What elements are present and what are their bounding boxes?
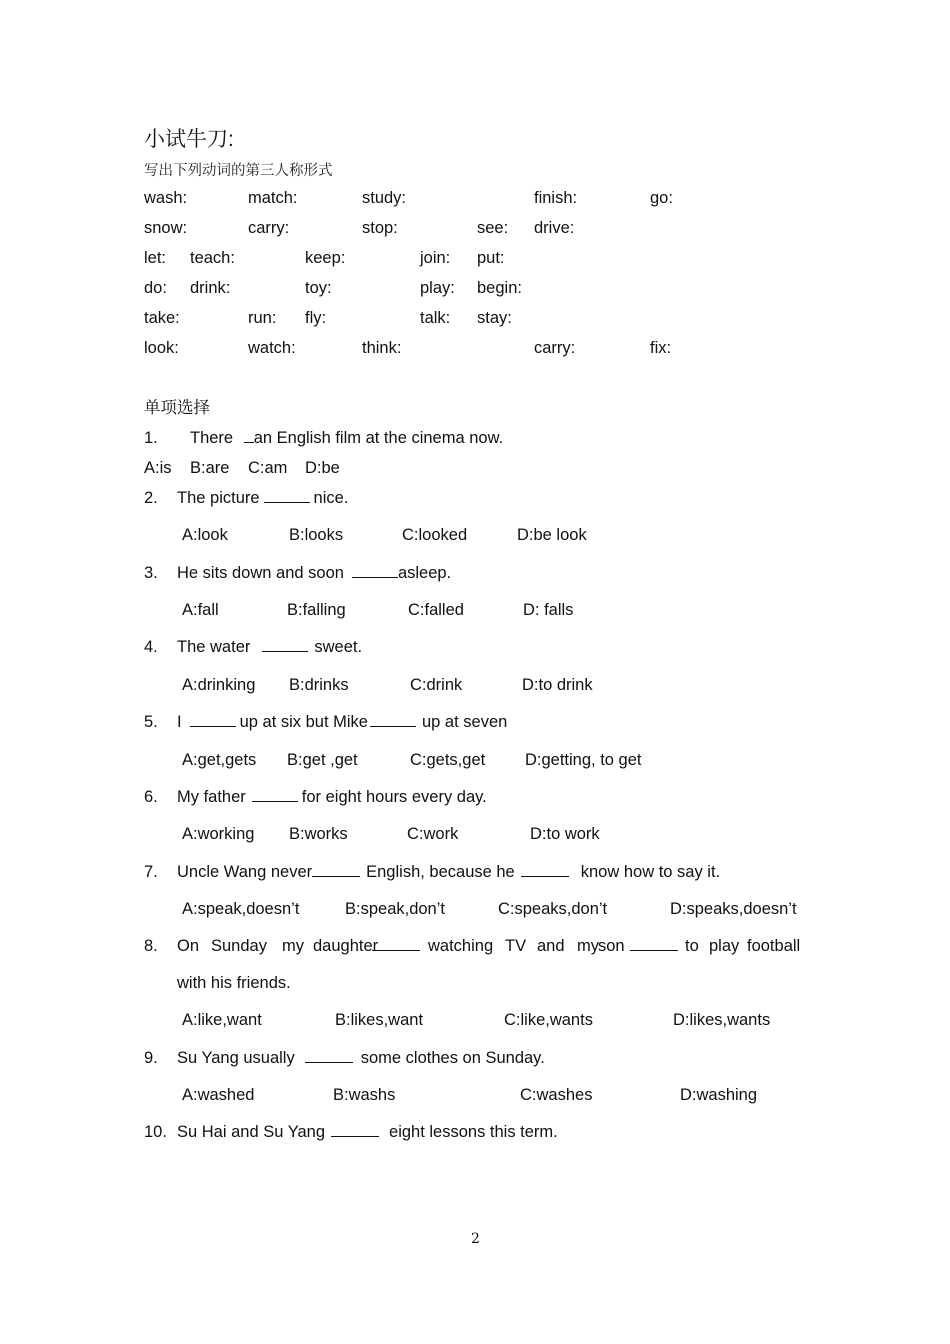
option: D:be look — [517, 526, 587, 544]
question-word: football — [747, 937, 801, 955]
option: B:drinks — [289, 676, 349, 694]
option: B:falling — [287, 601, 346, 619]
question-number: 1. — [144, 429, 158, 447]
verb-item: match: — [248, 189, 298, 207]
question-text: Su Hai and Su Yang eight lessons this term. — [177, 1123, 558, 1141]
option: D:getting, to get — [525, 751, 642, 769]
instruction-text: 写出下列动词的第三人称形式 — [144, 163, 333, 179]
verb-item: carry: — [248, 219, 290, 237]
question-text: My father for eight hours every day. — [177, 788, 487, 806]
verb-item: toy: — [305, 279, 332, 297]
verb-item: keep: — [305, 249, 346, 267]
question-number: 10. — [144, 1123, 167, 1141]
question-number: 6. — [144, 788, 158, 806]
verb-item: play: — [420, 279, 455, 297]
option: A:working — [182, 825, 255, 843]
answer-blank[interactable] — [352, 563, 398, 578]
verb-item: join: — [420, 249, 451, 267]
answer-blank[interactable] — [262, 637, 308, 652]
answer-blank[interactable] — [370, 712, 416, 727]
verb-item: begin: — [477, 279, 522, 297]
verb-item: snow: — [144, 219, 188, 237]
question-number: 4. — [144, 638, 158, 656]
option: D:speaks,doesn’t — [670, 900, 797, 918]
verb-item: talk: — [420, 309, 451, 327]
verb-item: study: — [362, 189, 407, 207]
answer-blank[interactable] — [244, 428, 254, 443]
verb-item: wash: — [144, 189, 188, 207]
question-word: On — [177, 937, 200, 955]
question-word: watching — [428, 937, 494, 955]
verb-item: teach: — [190, 249, 235, 267]
verb-item: fix: — [650, 339, 672, 357]
verb-item: see: — [477, 219, 509, 237]
option: B:likes,want — [335, 1011, 424, 1029]
option: C:like,wants — [504, 1011, 593, 1029]
verb-item: finish: — [534, 189, 578, 207]
question-text: The water sweet. — [177, 638, 363, 656]
option: C:falled — [408, 601, 464, 619]
option: D:washing — [680, 1086, 758, 1104]
verb-item: do: — [144, 279, 167, 297]
question-word: my — [577, 937, 599, 955]
option: C:speaks,don’t — [498, 900, 608, 918]
option: A:look — [182, 526, 228, 544]
answer-blank[interactable] — [372, 936, 420, 951]
option: B:washs — [333, 1086, 396, 1104]
verb-item: watch: — [248, 339, 296, 357]
verb-item: fly: — [305, 309, 327, 327]
question-word: TV — [505, 937, 527, 955]
option: D:to drink — [522, 676, 593, 694]
verb-item: stop: — [362, 219, 398, 237]
option: A:drinking — [182, 676, 256, 694]
page-title: 小试牛刀: — [144, 128, 234, 151]
question-number: 2. — [144, 489, 158, 507]
option: A:get,gets — [182, 751, 257, 769]
question-number: 3. — [144, 564, 158, 582]
option: D:be — [305, 459, 340, 477]
option: C:gets,get — [410, 751, 486, 769]
verb-item: take: — [144, 309, 180, 327]
verb-item: drive: — [534, 219, 575, 237]
question-word: my — [282, 937, 304, 955]
verb-item: go: — [650, 189, 673, 207]
option: B:looks — [289, 526, 344, 544]
question-word: Sunday — [211, 937, 267, 955]
option: C:work — [407, 825, 459, 843]
option: D: falls — [523, 601, 574, 619]
option: A:is — [144, 459, 172, 477]
question-word: daughter — [313, 937, 379, 955]
section-title: 单项选择 — [144, 399, 210, 417]
verb-item: let: — [144, 249, 167, 267]
answer-blank[interactable] — [630, 936, 678, 951]
option: D:to work — [530, 825, 600, 843]
answer-blank[interactable] — [252, 787, 298, 802]
page-number: 2 — [471, 1231, 480, 1247]
verb-item: look: — [144, 339, 179, 357]
answer-blank[interactable] — [312, 862, 360, 877]
answer-blank[interactable] — [190, 712, 236, 727]
question-text: I up at six but Mike up at seven — [177, 713, 508, 731]
verb-item: drink: — [190, 279, 231, 297]
answer-blank[interactable] — [264, 488, 310, 503]
question-text: with his friends. — [177, 974, 291, 992]
question-text: He sits down and soon asleep. — [177, 564, 452, 582]
question-text: Uncle Wang never English, because he know how to say it. — [177, 863, 721, 881]
verb-item: carry: — [534, 339, 576, 357]
question-number: 9. — [144, 1049, 158, 1067]
question-text: Su Yang usually some clothes on Sunday. — [177, 1049, 545, 1067]
verb-item: put: — [477, 249, 505, 267]
option: A:washed — [182, 1086, 255, 1104]
question-text: The picture nice. — [177, 489, 349, 507]
question-text: There an English film at the cinema now. — [190, 429, 504, 447]
question-word: to — [685, 937, 699, 955]
question-word: and — [537, 937, 565, 955]
answer-blank[interactable] — [331, 1122, 379, 1137]
question-word: son — [598, 937, 625, 955]
option: A:fall — [182, 601, 219, 619]
option: C:am — [248, 459, 288, 477]
option: A:speak,doesn’t — [182, 900, 300, 918]
verb-item: stay: — [477, 309, 512, 327]
option: C:looked — [402, 526, 468, 544]
answer-blank[interactable] — [305, 1048, 353, 1063]
question-word: play — [709, 937, 740, 955]
verb-item: run: — [248, 309, 277, 327]
verb-item: think: — [362, 339, 402, 357]
option: B:speak,don’t — [345, 900, 445, 918]
option: B:are — [190, 459, 230, 477]
option: C:washes — [520, 1086, 593, 1104]
option: B:get ,get — [287, 751, 358, 769]
option: C:drink — [410, 676, 463, 694]
question-number: 7. — [144, 863, 158, 881]
answer-blank[interactable] — [521, 862, 569, 877]
question-number: 5. — [144, 713, 158, 731]
option: D:likes,wants — [673, 1011, 771, 1029]
option: A:like,want — [182, 1011, 262, 1029]
question-number: 8. — [144, 937, 158, 955]
option: B:works — [289, 825, 348, 843]
